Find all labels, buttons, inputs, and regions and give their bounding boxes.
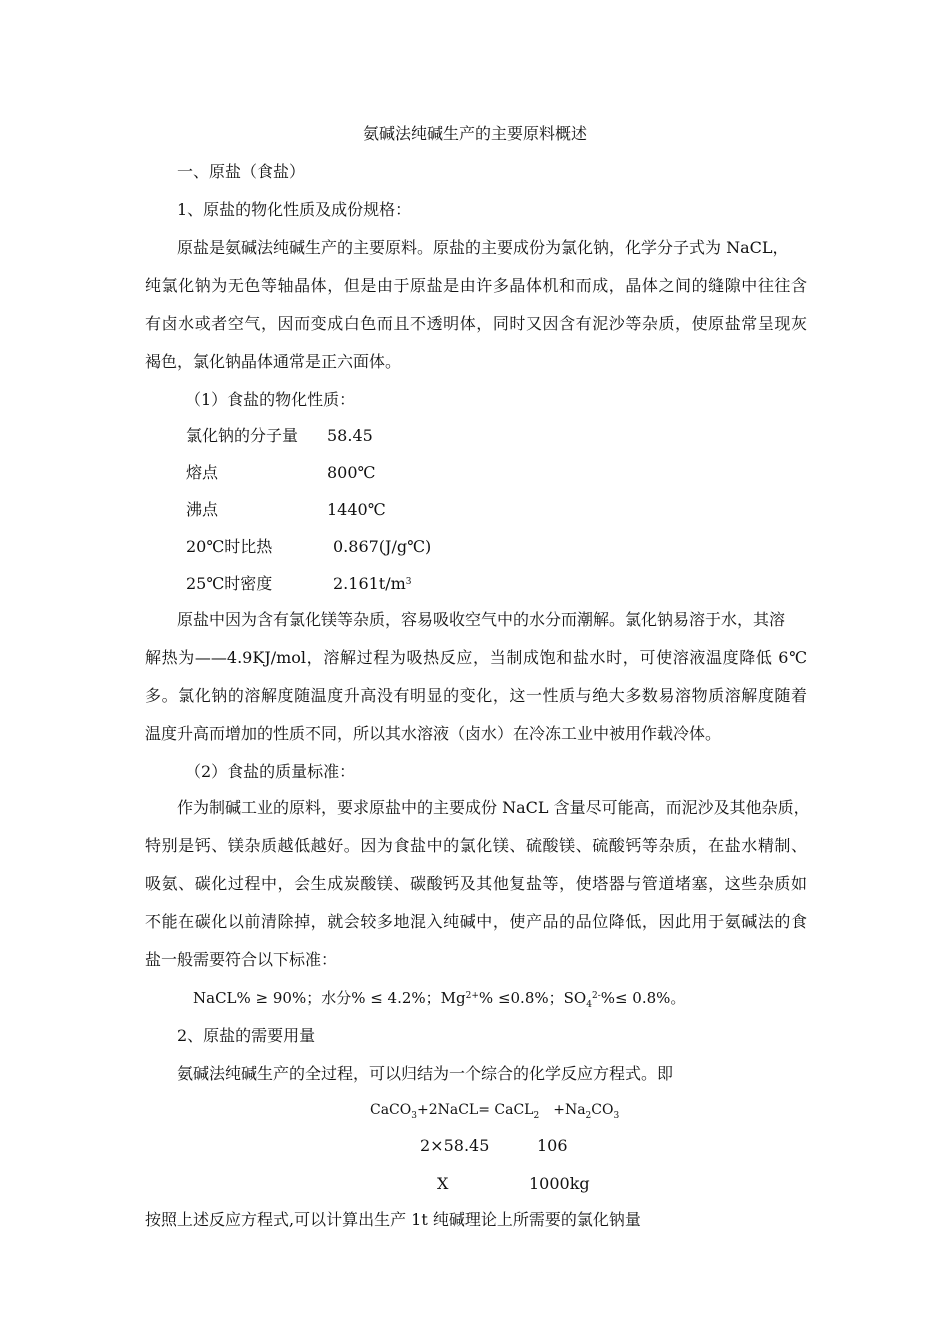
subscript: 4	[586, 1000, 592, 1010]
mass-value: 1000kg	[529, 1174, 590, 1193]
subscript: 2	[533, 1111, 540, 1121]
subheading-physical-properties: （1）食盐的物化性质：	[185, 390, 356, 409]
property-value: 1440℃	[327, 500, 386, 519]
value-text: 2.161t/m	[333, 574, 406, 593]
quality-standard-line	[193, 986, 685, 1010]
subheading-salt-consumption: 2、原盐的需要用量	[177, 1026, 316, 1045]
chemical-equation	[370, 1098, 619, 1122]
superscript: 2+	[465, 991, 479, 1001]
superscript: 3	[405, 577, 412, 587]
subheading-properties: 1、原盐的物化性质及成份规格：	[177, 200, 412, 219]
property-name: 熔点	[186, 463, 219, 482]
property-name: 氯化钠的分子量	[186, 426, 299, 445]
property-value: 800℃	[327, 463, 376, 482]
property-name: 25℃时密度	[186, 574, 273, 593]
paragraph-2-line-3: 多。氯化钠的溶解度随温度升高没有明显的变化，这一性质与绝大多数易溶物质溶解度随着	[145, 686, 807, 705]
paragraph-1-line-2: 纯氯化钠为无色等轴晶体，但是由于原盐是由许多晶体机和而成，晶体之间的缝隙中往往含	[145, 276, 807, 295]
paragraph-1-line-4: 褐色，氯化钠晶体通常是正六面体。	[145, 352, 402, 371]
superscript: 2-	[591, 991, 601, 1001]
equation-part: CaCO	[370, 1102, 412, 1118]
paragraph-3-line-5: 盐一般需要符合以下标准：	[145, 950, 338, 969]
standard-text: NaCL% ≥ 90%；水分% ≤ 4.2%；Mg	[193, 989, 466, 1007]
subscript: 3	[613, 1111, 620, 1121]
closing-sentence: 按照上述反应方程式,可以计算出生产 1t 纯碱理论上所需要的氯化钠量	[145, 1210, 641, 1229]
document-title: 氨碱法纯碱生产的主要原料概述	[362, 124, 587, 143]
paragraph-3-line-3: 吸氨、碳化过程中，会生成炭酸镁、碳酸钙及其他复盐等，使塔器与管道堵塞，这些杂质如	[145, 874, 807, 893]
property-name: 20℃时比热	[186, 537, 273, 556]
paragraph-1-line-1: 原盐是氨碱法纯碱生产的主要原料。原盐的主要成份为氯化钠，化学分子式为 NaCL，	[177, 238, 789, 257]
paragraph-2-line-4: 温度升高而增加的性质不同，所以其水溶液（卤水）在冷冻工业中被用作载冷体。	[145, 724, 722, 743]
standard-text: % ≤0.8%；SO	[478, 989, 587, 1007]
paragraph-4: 氨碱法纯碱生产的全过程，可以归结为一个综合的化学反应方程式。即	[177, 1064, 674, 1083]
paragraph-3-line-1: 作为制碱工业的原料，要求原盐中的主要成份 NaCL 含量尽可能高，而泥沙及其他杂质，	[177, 798, 810, 817]
property-value: 0.867(J/g℃)	[333, 537, 432, 556]
property-name: 沸点	[186, 500, 219, 519]
paragraph-1-line-3: 有卤水或者空气，因而变成白色而且不透明体，同时又因含有泥沙等杂质，使原盐常呈现灰	[145, 314, 807, 333]
paragraph-2-line-2: 解热为——4.9KJ/mol，溶解过程为吸热反应，当制成饱和盐水时，可使溶液温度降低 6℃	[145, 648, 807, 667]
equation-part: +Na	[553, 1102, 586, 1118]
paragraph-2-line-1: 原盐中因为含有氯化镁等杂质，容易吸收空气中的水分而潮解。氯化钠易溶于水，其溶	[177, 610, 786, 629]
subscript: 3	[411, 1111, 417, 1121]
paragraph-3-line-4: 不能在碳化以前清除掉，就会较多地混入纯碱中，使产品的品位降低，因此用于氨碱法的食	[145, 912, 807, 931]
molar-mass-left: 2×58.45	[420, 1136, 490, 1155]
molar-mass-right: 106	[537, 1136, 568, 1155]
paragraph-3-line-2: 特别是钙、镁杂质越低越好。因为食盐中的氯化镁、硫酸镁、硫酸钙等杂质，在盐水精制、	[145, 836, 807, 855]
subheading-quality-standard: （2）食盐的质量标准：	[185, 762, 356, 781]
property-value	[333, 572, 412, 596]
equation-part: CO	[591, 1102, 614, 1118]
subscript: 2	[585, 1111, 592, 1121]
property-value: 58.45	[327, 426, 373, 445]
standard-text: %≤ 0.8%。	[600, 989, 686, 1007]
section-heading-raw-salt: 一、原盐（食盐）	[177, 162, 306, 181]
unknown-x: X	[437, 1174, 449, 1193]
equation-part: +2NaCL= CaCL	[416, 1102, 534, 1118]
